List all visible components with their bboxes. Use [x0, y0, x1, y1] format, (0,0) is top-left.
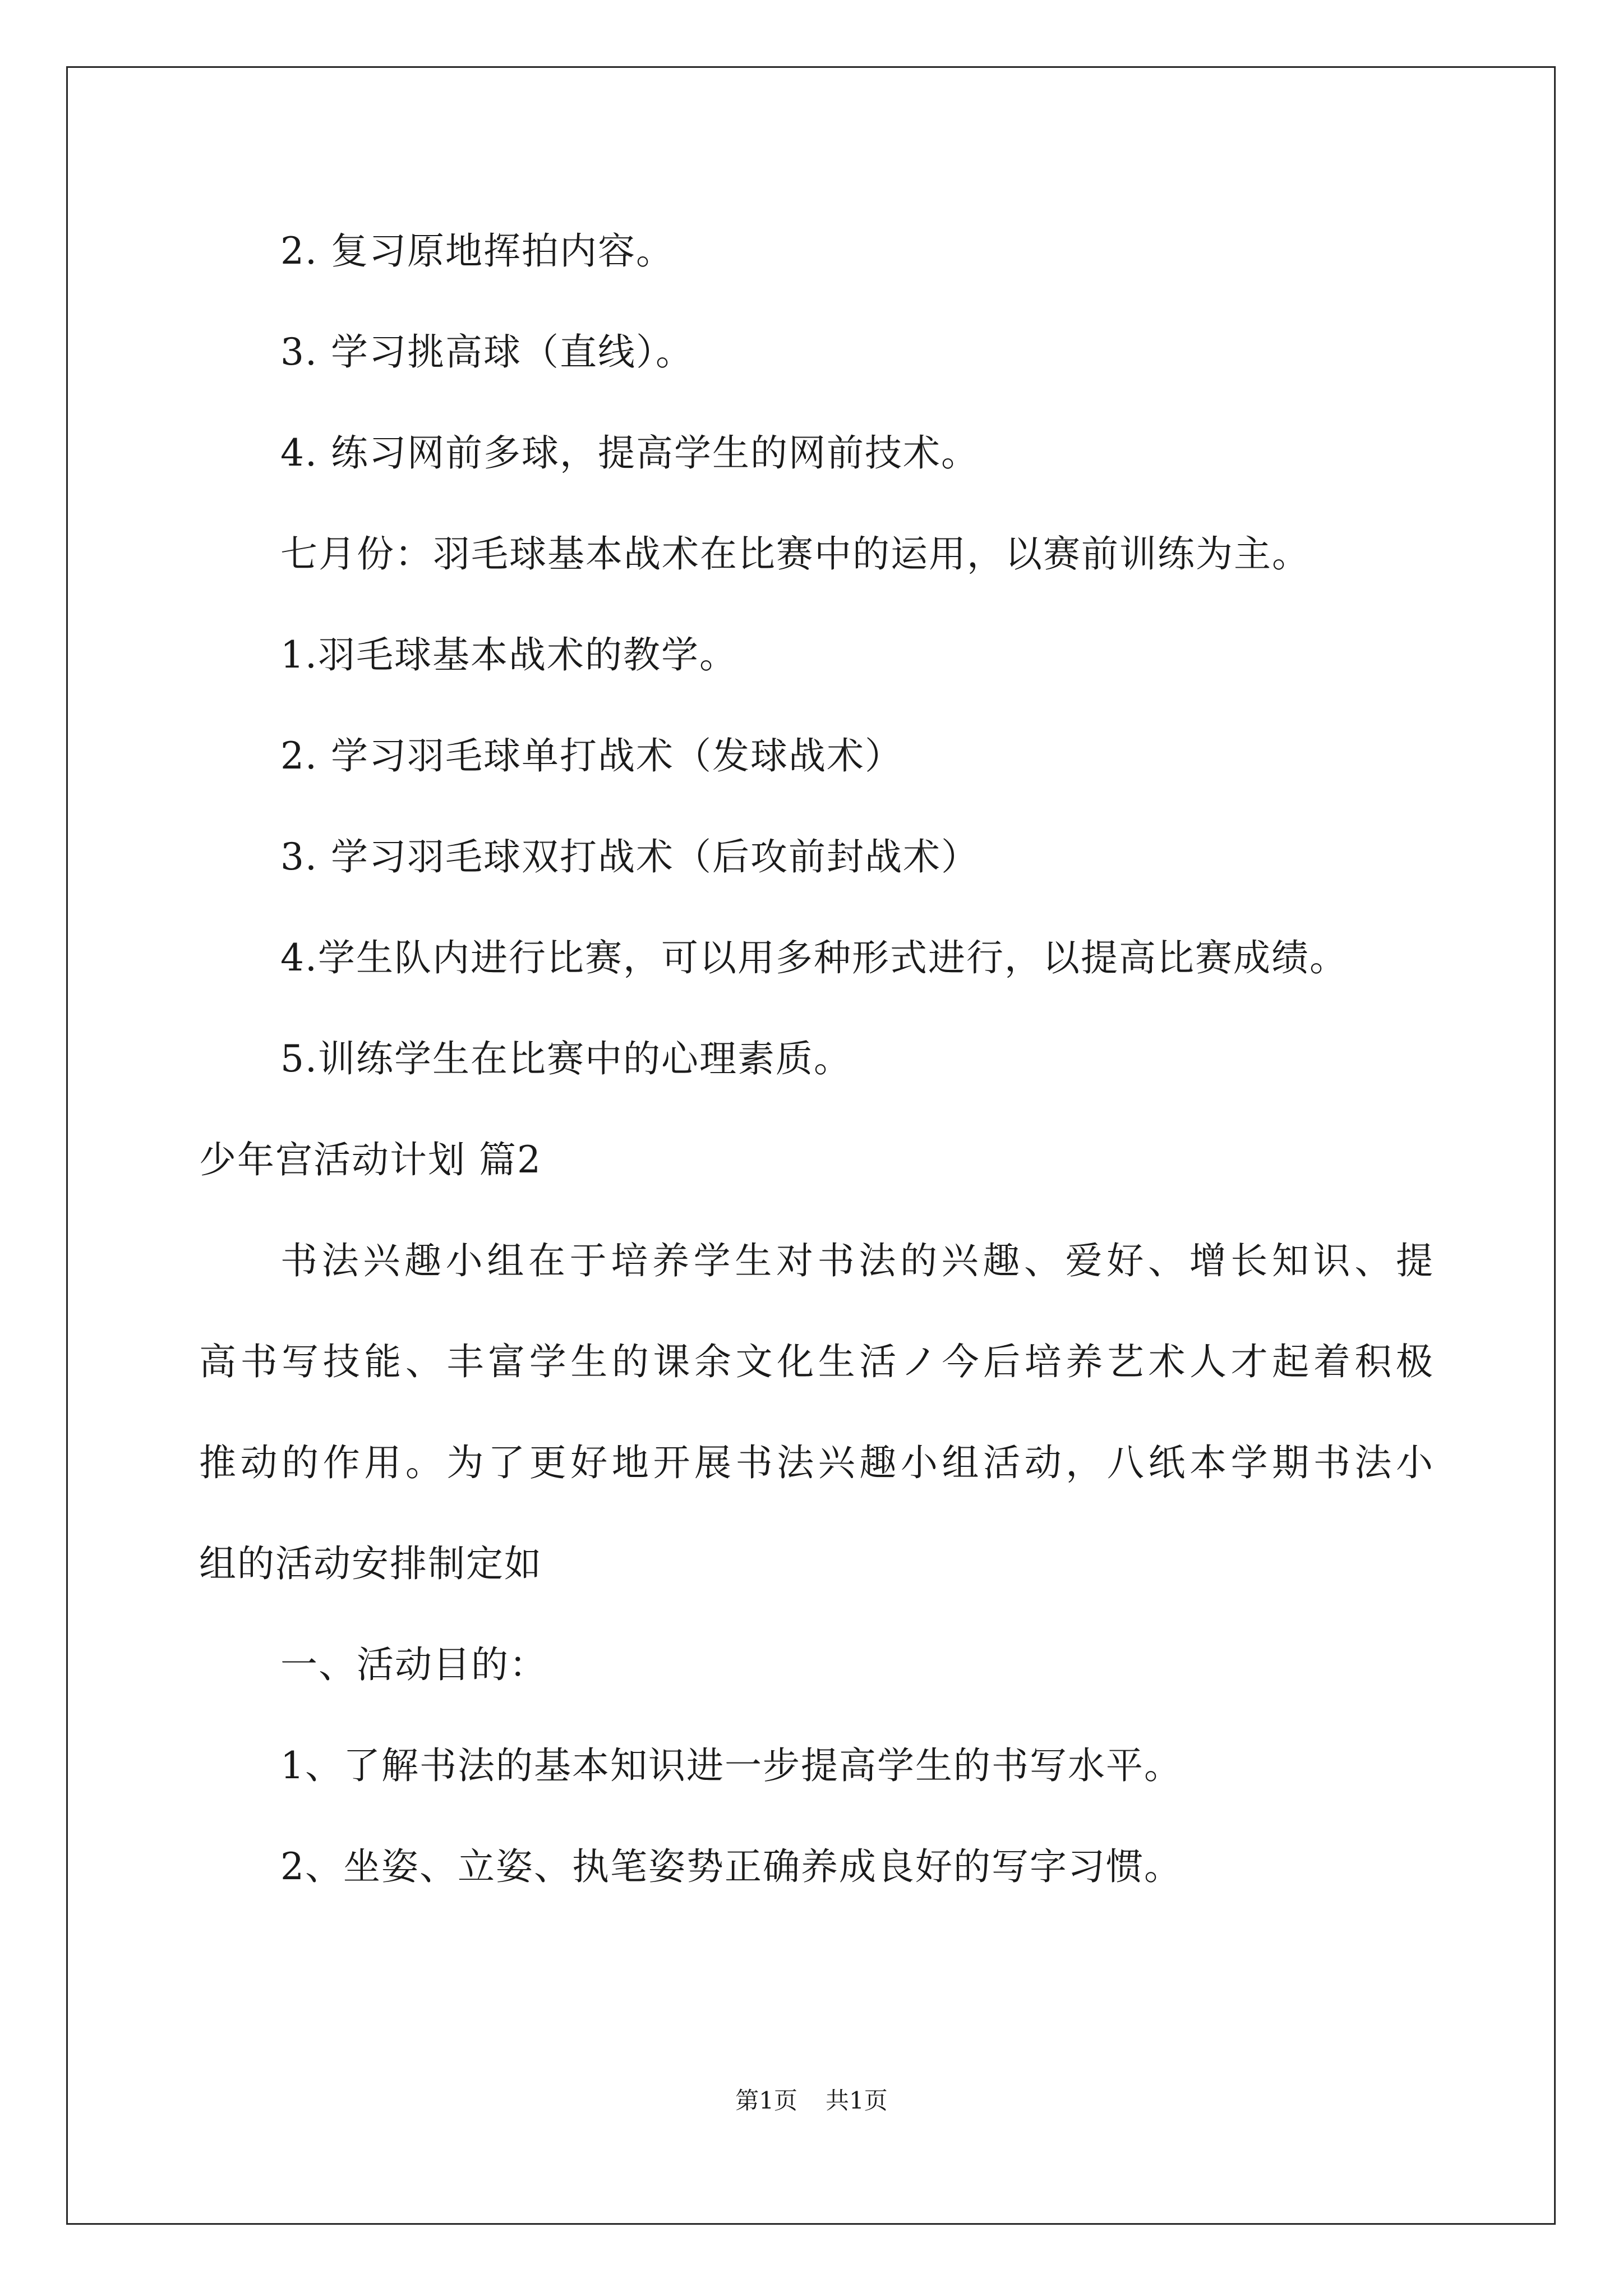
list-item: 2. 学习羽毛球单打战术（发球战术）: [280, 734, 903, 777]
list-item: 2. 复习原地挥拍内容。: [280, 229, 674, 273]
list-item: 3. 学习羽毛球双打战术（后攻前封战术）: [280, 835, 979, 878]
list-item: 2、坐姿、立姿、执笔姿势正确养成良好的写字习惯。: [280, 1845, 1182, 1888]
list-item: 1.羽毛球基本战术的教学。: [280, 633, 737, 677]
goal-heading: 一、活动目的：: [280, 1643, 547, 1686]
list-item: 5.训练学生在比赛中的心理素质。: [280, 1037, 852, 1080]
paragraph-line: 组的活动安排制定如: [199, 1542, 542, 1585]
month-plan-heading: 七月份：羽毛球基本战术在比赛中的运用，以赛前训练为主。: [280, 532, 1310, 576]
list-item: 1、了解书法的基本知识进一步提高学生的书写水平。: [280, 1744, 1182, 1787]
list-item: 3. 学习挑高球（直线）。: [280, 330, 694, 374]
paragraph-line: 高书写技能、丰富学生的课余文化生活ノ今后培养艺术人才起着积极: [199, 1340, 1437, 1383]
section-heading: 少年宫活动计划 篇2: [199, 1138, 542, 1181]
page-total: 共1页: [826, 2087, 888, 2114]
list-item: 4. 练习网前多球，提高学生的网前技术。: [280, 431, 979, 475]
paragraph-line: 推动的作用。为了更好地开展书法兴趣小组活动，八纸本学期书法小: [199, 1441, 1437, 1484]
page-number: 第1页: [735, 2087, 797, 2114]
paragraph-line: 书法兴趣小组在于培养学生对书法的兴趣、爱好、增长知识、提: [280, 1239, 1437, 1282]
page-footer: [0, 2087, 1623, 2115]
list-item: 4.学生队内进行比赛，可以用多种形式进行，以提高比赛成绩。: [280, 936, 1348, 979]
